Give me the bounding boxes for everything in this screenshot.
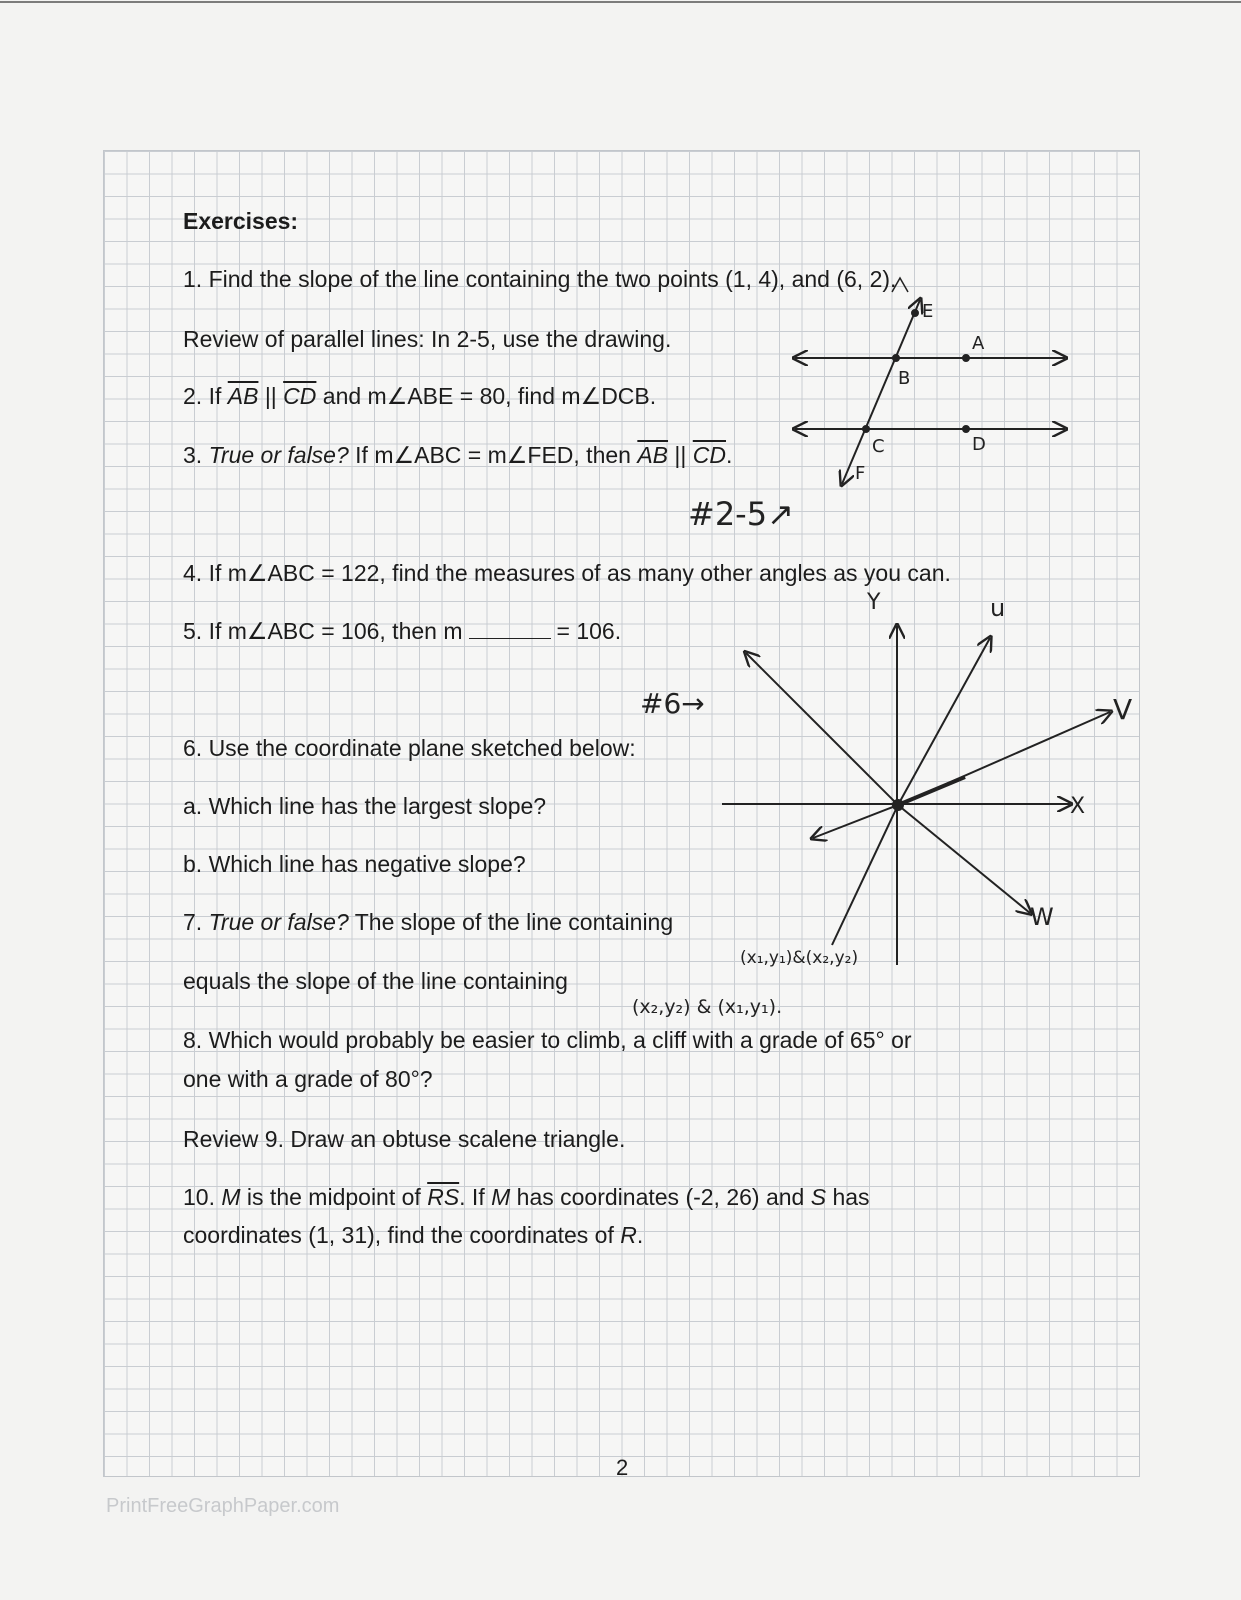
label-e: E — [922, 301, 934, 322]
line-label-v: V — [1113, 693, 1133, 726]
points-q7-a: (x₁,y₁)&(x₂,y₂) — [740, 948, 859, 968]
label-d: D — [972, 434, 986, 455]
label-b: B — [898, 368, 911, 389]
question-1: 1. Find the slope of the line containing the two points (1, 4), and (6, 2). — [183, 266, 897, 292]
label-f: F — [855, 463, 866, 484]
parallel-lines-diagram — [795, 300, 1065, 484]
question-6: 6. Use the coordinate plane sketched below: — [183, 735, 636, 761]
question-10-line-2: coordinates (1, 31), find the coordinates of R. — [183, 1222, 644, 1248]
axis-label-x: X — [1070, 794, 1086, 819]
axis-label-y: Y — [867, 590, 881, 615]
label-a: A — [972, 333, 985, 354]
question-10: 10. M is the midpoint of $\overline{RS}$. If M has coordinates (-2, 26) and S has — [183, 1184, 870, 1210]
question-3: 3. True or false? If m∠ABC = m∠FED, then $\overline{AB}$ || $\overline{CD}$. — [183, 442, 733, 468]
line-w-upper — [746, 653, 898, 805]
question-7: 7. True or false? The slope of the line containing — [183, 909, 674, 935]
question-4: 4. If m∠ABC = 122, find the measures of as many other angles as you can. — [183, 560, 951, 586]
question-8: 8. Which would probably be easier to climb, a cliff with a grade of 65° or — [183, 1027, 912, 1053]
line-u-upper — [898, 638, 990, 805]
point-a — [963, 355, 969, 361]
line-label-u: u — [990, 594, 1006, 622]
watermark: PrintFreeGraphPaper.com — [106, 1495, 340, 1517]
label-c: C — [872, 436, 885, 457]
question-5: 5. If m∠ABC = 106, then m = 106. — [183, 618, 622, 644]
point-e — [912, 310, 918, 316]
point-d — [963, 426, 969, 432]
exercises-heading: Exercises: — [183, 208, 299, 234]
origin — [893, 800, 903, 810]
insert-caret — [892, 278, 908, 292]
line-w-lower — [898, 805, 1030, 913]
point-c — [863, 426, 869, 432]
question-7-line-2: equals the slope of the line containing — [183, 968, 568, 994]
line-label-w: W — [1030, 903, 1054, 931]
question-2: 2. If $\overline{AB}$ || $\overline{CD}$ and m∠ABE = 80, find m∠DCB. — [183, 383, 657, 409]
question-8-line-2: one with a grade of 80°? — [183, 1066, 433, 1092]
point-b — [893, 355, 899, 361]
label-6: #6→ — [640, 687, 705, 720]
question-9: Review 9. Draw an obtuse scalene triangle. — [183, 1126, 626, 1152]
page-number: 2 — [616, 1455, 629, 1480]
review-parallel-lines: Review of parallel lines: In 2-5, use the drawing. — [183, 326, 672, 352]
question-6b: b. Which line has negative slope? — [183, 851, 526, 877]
question-6a: a. Which line has the largest slope? — [183, 793, 547, 819]
points-q7-b: (x₂,y₂) & (x₁,y₁). — [632, 996, 783, 1018]
label-2-5: #2-5↗ — [688, 495, 794, 533]
